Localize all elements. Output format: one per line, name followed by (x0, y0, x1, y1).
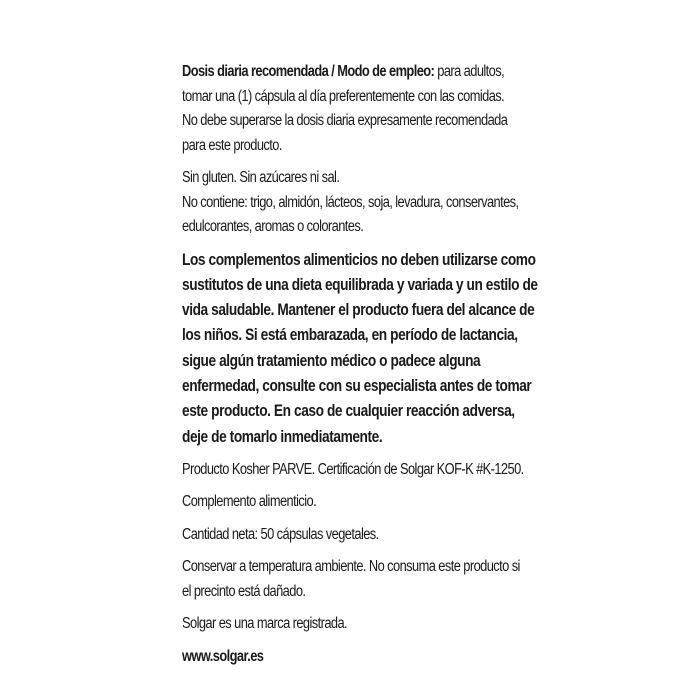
trademark-statement (182, 612, 527, 637)
kosher-text: Producto Kosher PARVE. Certificación de Solgar KOF-K #K-1250. (182, 460, 524, 478)
dosage-line-3: No debe superarse la dosis diaria expresamente recomendada (182, 112, 508, 129)
storage-line-2: el precinto está dañado. (182, 582, 306, 600)
storage-line-1: Conservar a temperatura ambiente. No consuma este producto si (182, 558, 520, 576)
warning-line: los niños. Si está embarazada, en período de lactancia, (182, 326, 518, 345)
net-quantity-text: Cantidad neta: 50 cápsulas vegetales. (182, 525, 379, 543)
warning-section (182, 248, 538, 450)
dosage-line-2: tomar una (1) cápsula al día preferentemente con las comidas. (182, 87, 505, 105)
warning-line: deje de tomarlo inmediatamente. (182, 427, 383, 446)
net-quantity-statement (182, 523, 527, 548)
website-text[interactable]: www.solgar.es (182, 647, 264, 665)
dosage-section (182, 60, 527, 158)
product-label-text (182, 60, 538, 669)
free-from-line-1: Sin gluten. Sin azúcares ni sal. (182, 169, 340, 186)
trademark-text: Solgar es una marca registrada. (182, 615, 348, 633)
dosage-line-1 (182, 60, 527, 85)
dosage-line-1-text: para adultos, (434, 63, 505, 80)
warning-line: vida saludable. Mantener el producto fuera del alcance de (182, 301, 535, 320)
warning-line: Los complementos alimenticios no deben utilizarse como (182, 250, 536, 269)
free-from-section (182, 166, 527, 240)
supplement-text: Complemento alimenticio. (182, 493, 317, 511)
warning-line: sigue algún tratamiento médico o padece alguna (182, 351, 481, 370)
storage-section (182, 555, 527, 604)
warning-line: enfermedad, consulte con su especialista antes de tomar (182, 376, 532, 395)
website-link[interactable] (182, 645, 527, 670)
warning-line: este producto. En caso de cualquier reacción adversa, (182, 402, 515, 421)
kosher-statement (182, 458, 527, 483)
warning-line: sustitutos de una dieta equilibrada y variada y un estilo de (182, 275, 538, 294)
dosage-heading: Dosis diaria recomendada / Modo de empleo: (182, 63, 435, 80)
dosage-line-4: para este producto. (182, 136, 282, 154)
supplement-statement (182, 490, 527, 515)
free-from-line-2: No contiene: trigo, almidón, lácteos, soja, levadura, conservantes, (182, 193, 519, 211)
free-from-line-3: edulcorantes, aromas o colorantes. (182, 218, 364, 235)
